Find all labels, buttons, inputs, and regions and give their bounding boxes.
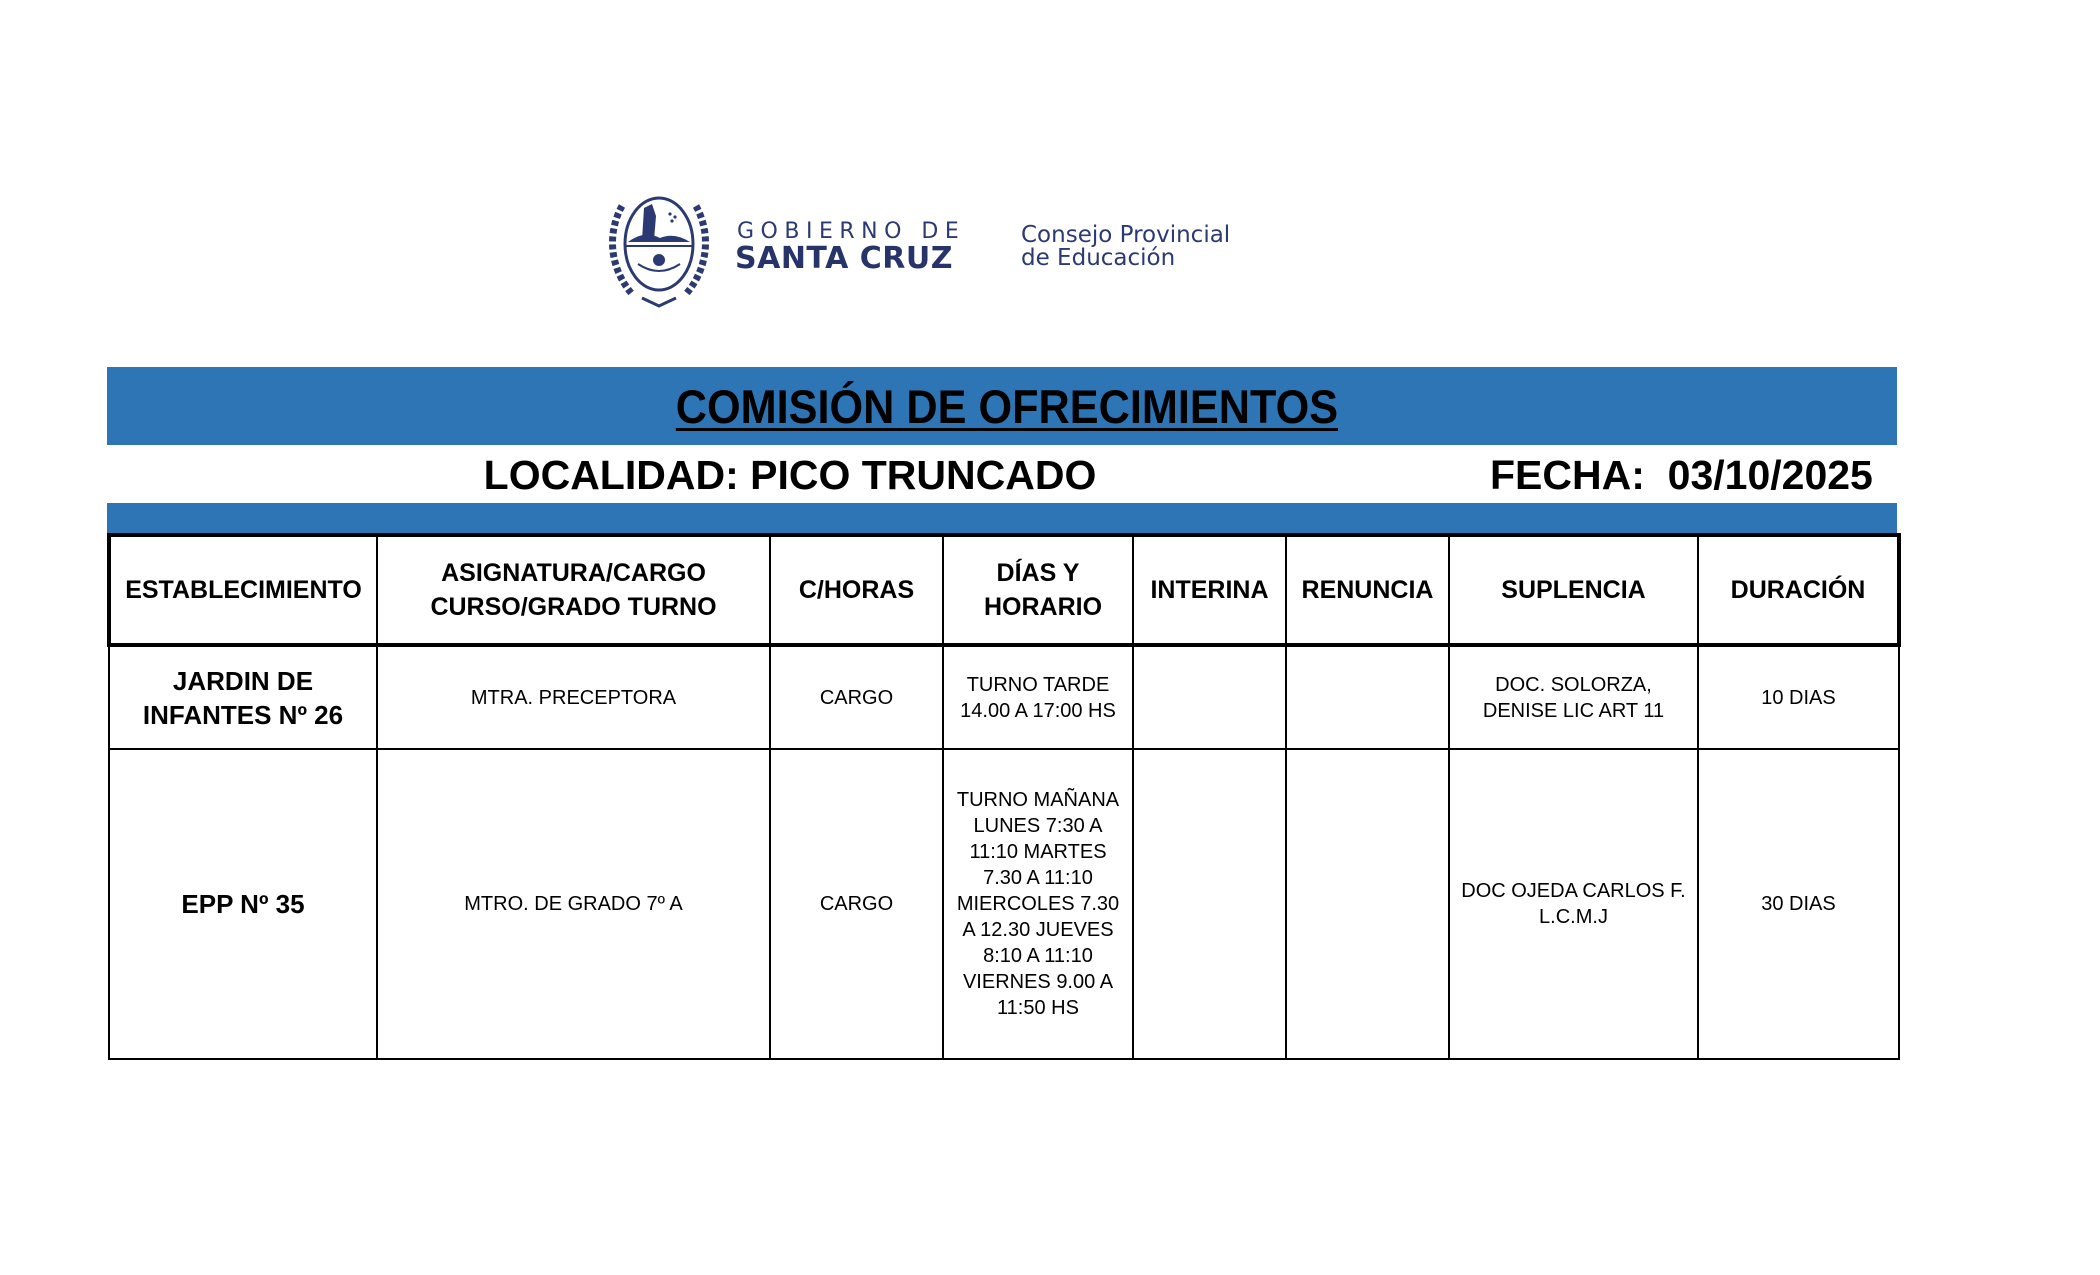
cell-asignatura: MTRA. PRECEPTORA xyxy=(377,645,770,749)
table-header-row xyxy=(109,535,1899,645)
santa-cruz-label: SANTA CRUZ xyxy=(735,241,953,276)
col-duracion: DURACIÓN xyxy=(1698,535,1899,645)
col-renuncia: RENUNCIA xyxy=(1286,535,1449,645)
page-title: COMISIÓN DE OFRECIMIENTOS xyxy=(675,379,1339,433)
col-horario: DÍAS Y HORARIO xyxy=(943,535,1133,645)
sub-band xyxy=(107,503,1897,533)
cell-renuncia xyxy=(1286,749,1449,1059)
cell-renuncia xyxy=(1286,645,1449,749)
cell-duracion: 30 DIAS xyxy=(1698,749,1899,1059)
cell-horario: TURNO MAÑANA LUNES 7:30 A 11:10 MARTES 7.30 A 11:10 MIERCOLES 7.30 A 12.30 JUEVES 8:10 A 11:10 VIERNES 9.00 A 11:50 HS xyxy=(943,749,1133,1059)
fecha-label: FECHA: 03/10/2025 xyxy=(1490,452,1873,498)
ofrecimientos-table xyxy=(107,533,1901,1060)
cell-interina xyxy=(1133,749,1286,1059)
cell-interina xyxy=(1133,645,1286,749)
cell-asignatura: MTRO. DE GRADO 7º A xyxy=(377,749,770,1059)
localidad-label: LOCALIDAD: PICO TRUNCADO xyxy=(483,452,1097,498)
col-interina: INTERINA xyxy=(1133,535,1286,645)
title-band xyxy=(107,367,1897,445)
cell-establecimiento: JARDIN DE INFANTES Nº 26 xyxy=(109,645,377,749)
consejo-label: Consejo Provincial xyxy=(1021,222,1231,248)
table-row xyxy=(109,749,1899,1059)
educacion-label: de Educación xyxy=(1021,245,1176,271)
col-horas: C/HORAS xyxy=(770,535,943,645)
cell-horario: TURNO TARDE 14.00 A 17:00 HS xyxy=(943,645,1133,749)
table-row xyxy=(109,645,1899,749)
gobierno-label: GOBIERNO DE xyxy=(737,219,966,244)
cell-horas: CARGO xyxy=(770,749,943,1059)
cell-duracion: 10 DIAS xyxy=(1698,645,1899,749)
col-establecimiento: ESTABLECIMIENTO xyxy=(109,535,377,645)
cell-suplencia: DOC. SOLORZA, DENISE LIC ART 11 xyxy=(1449,645,1698,749)
cell-establecimiento: EPP Nº 35 xyxy=(109,749,377,1059)
cell-horas: CARGO xyxy=(770,645,943,749)
col-asignatura: ASIGNATURA/CARGO CURSO/GRADO TURNO xyxy=(377,535,770,645)
col-suplencia: SUPLENCIA xyxy=(1449,535,1698,645)
coat-of-arms-icon xyxy=(604,186,714,312)
cell-suplencia: DOC OJEDA CARLOS F. L.C.M.J xyxy=(1449,749,1698,1059)
